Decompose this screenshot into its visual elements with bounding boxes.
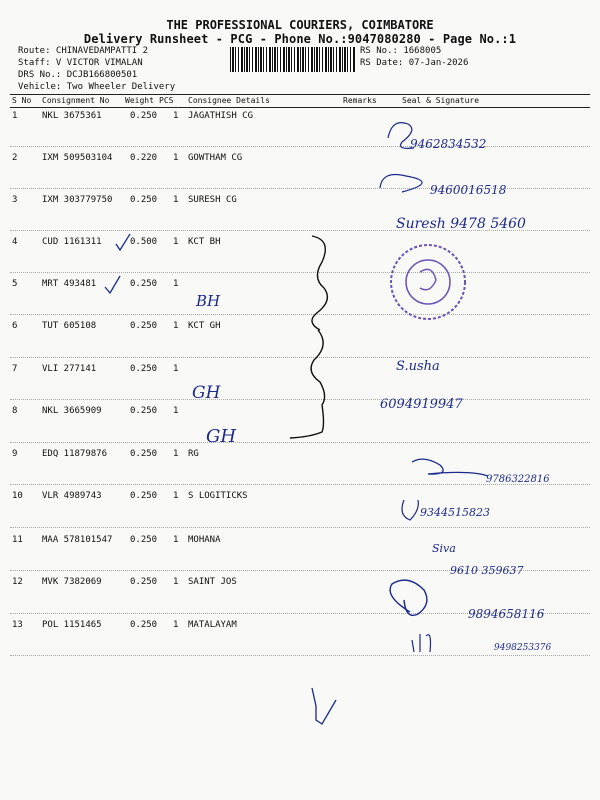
row-consignee: RG <box>188 449 199 459</box>
row-consignment: MRT 493481 <box>42 279 97 289</box>
rs-number: RS No.: 1668005 <box>360 46 442 56</box>
signature-stroke-icon <box>412 459 488 476</box>
row-pcs: 1 <box>173 195 179 205</box>
row-sno: 13 <box>12 620 23 630</box>
remark-gh-1: GH <box>192 383 221 403</box>
row-sno: 8 <box>12 406 18 416</box>
col-seal: Seal & Signature <box>402 96 480 105</box>
tick-mark-icon <box>116 234 130 250</box>
row-consignment: TUT 605108 <box>42 321 97 331</box>
signature-11-name: Siva <box>432 542 456 555</box>
row-sno: 12 <box>12 577 23 587</box>
row-sno: 11 <box>12 535 23 545</box>
brace-mark-icon <box>312 236 327 330</box>
row-consignee: KCT BH <box>188 237 221 247</box>
row-consignment: NKL 3675361 <box>42 111 102 121</box>
row-sno: 9 <box>12 449 18 459</box>
row-pcs: 1 <box>173 321 179 331</box>
row-weight: 0.250 <box>130 111 158 121</box>
signature-stroke-icon <box>380 175 422 193</box>
signature-stroke-icon <box>390 580 427 615</box>
row-weight: 0.250 <box>130 449 158 459</box>
row-consignee: JAGATHISH CG <box>188 111 254 121</box>
row-consignee: SURESH CG <box>188 195 237 205</box>
row-pcs: 1 <box>173 535 179 545</box>
row-consignee: KCT GH <box>188 321 221 331</box>
row-consignee: MOHANA <box>188 535 221 545</box>
row-sno: 10 <box>12 491 23 501</box>
row-consignment: VLI 277141 <box>42 364 97 374</box>
row-weight: 0.220 <box>130 153 158 163</box>
row-pcs: 1 <box>173 279 179 289</box>
row-pcs: 1 <box>173 491 179 501</box>
col-consignment: Consignment No <box>42 96 110 105</box>
row-consignee: S LOGITICKS <box>188 491 248 501</box>
row-weight: 0.250 <box>130 577 158 587</box>
route-label: Route: CHINAVEDAMPATTI 2 <box>18 46 149 56</box>
row-pcs: 1 <box>173 237 179 247</box>
col-consignee: Consignee Details <box>188 96 270 105</box>
row-consignment: IXM 509503104 <box>42 153 113 163</box>
signature-1: 9462834532 <box>410 137 487 151</box>
col-remarks: Remarks <box>343 96 377 105</box>
round-stamp <box>391 245 465 319</box>
company-title: THE PROFESSIONAL COURIERS, COIMBATORE <box>166 18 434 32</box>
row-weight: 0.250 <box>130 195 158 205</box>
row-pcs: 1 <box>173 364 179 374</box>
drs-label: DRS No.: DCJB166800501 <box>18 70 138 80</box>
row-consignment: IXM 303779750 <box>42 195 113 205</box>
row-pcs: 1 <box>173 577 179 587</box>
row-pcs: 1 <box>173 153 179 163</box>
row-weight: 0.250 <box>130 620 158 630</box>
signature-7-phone: 6094919947 <box>380 397 463 412</box>
signature-7-name: S.usha <box>396 359 440 374</box>
row-sno: 7 <box>12 364 18 374</box>
row-weight: 0.250 <box>130 364 158 374</box>
row-sno: 6 <box>12 321 18 331</box>
row-weight: 0.250 <box>130 321 158 331</box>
rs-date: RS Date: 07-Jan-2026 <box>360 58 469 68</box>
row-weight: 0.250 <box>130 491 158 501</box>
col-pcs: PCS <box>159 96 174 105</box>
row-consignee: SAINT JOS <box>188 577 237 587</box>
row-consignment: MVK 7382069 <box>42 577 102 587</box>
row-consignment: EDQ 11879876 <box>42 449 108 459</box>
brace-mark-icon <box>290 330 325 438</box>
row-sno: 2 <box>12 153 18 163</box>
signature-9: 9786322816 <box>486 474 550 485</box>
row-pcs: 1 <box>173 620 179 630</box>
row-weight: 0.500 <box>130 237 158 247</box>
row-pcs: 1 <box>173 449 179 459</box>
col-weight: Weight <box>125 96 154 105</box>
tick-mark-icon <box>105 276 120 293</box>
remark-gh-2: GH <box>206 426 237 447</box>
signature-12: 9894658116 <box>468 607 545 621</box>
row-weight: 0.250 <box>130 535 158 545</box>
row-sno: 4 <box>12 237 18 247</box>
col-sno: S No <box>12 96 32 105</box>
staff-label: Staff: V VICTOR VIMALAN <box>18 58 143 68</box>
vehicle-label: Vehicle: Two Wheeler Delivery <box>18 82 176 92</box>
signature-10: 9344515823 <box>420 506 490 519</box>
row-sno: 5 <box>12 279 18 289</box>
row-pcs: 1 <box>173 406 179 416</box>
signature-13: 9498253376 <box>494 643 552 653</box>
row-sno: 1 <box>12 111 18 121</box>
row-consignment: NKL 3665909 <box>42 406 102 416</box>
runsheet-subtitle: Delivery Runsheet - PCG - Phone No.:9047080280 - Page No.:1 <box>83 32 517 46</box>
signature-stroke-icon <box>402 500 418 520</box>
row-weight: 0.250 <box>130 406 158 416</box>
row-consignment: CUD 1161311 <box>42 237 102 247</box>
row-pcs: 1 <box>173 111 179 121</box>
row-weight: 0.250 <box>130 279 158 289</box>
row-consignee: MATALAYAM <box>188 620 237 630</box>
row-consignment: POL 1151465 <box>42 620 102 630</box>
remark-bh: BH <box>196 292 221 310</box>
signature-3: Suresh 9478 5460 <box>396 216 526 232</box>
pen-scribble-icon <box>312 688 336 724</box>
row-consignment: VLR 4989743 <box>42 491 102 501</box>
signature-11-phone: 9610 359637 <box>450 564 524 577</box>
row-sno: 3 <box>12 195 18 205</box>
signature-2: 9460016518 <box>430 183 507 197</box>
row-consignee: GOWTHAM CG <box>188 153 243 163</box>
signature-stroke-icon <box>412 634 431 652</box>
row-consignment: MAA 578101547 <box>42 535 113 545</box>
